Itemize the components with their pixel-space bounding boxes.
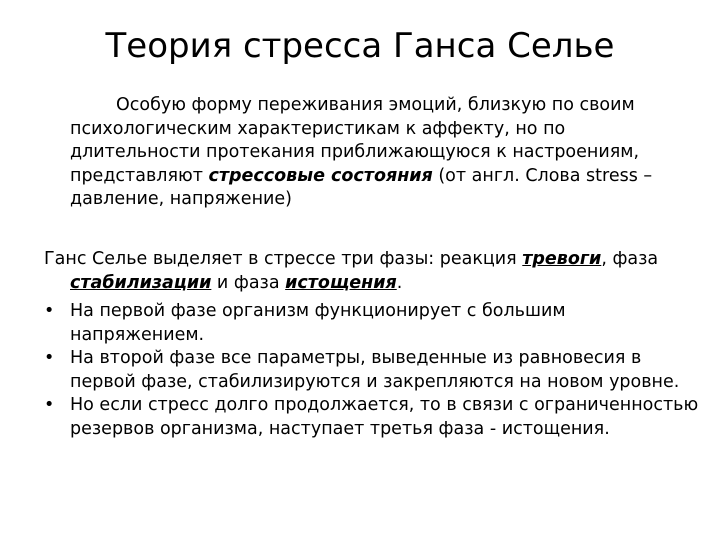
intro-text-end: (от англ. Слова stress – давление, напряжение) — [70, 165, 653, 210]
bullet-icon: • — [44, 348, 55, 369]
intro-emphasis: стрессовые состояния — [208, 165, 433, 186]
bullet-text: Но если стресс долго продолжается, то в связи с ограниченностью резервов организма, наступает третья фаза - истощения. — [70, 395, 699, 439]
phases-paragraph — [44, 248, 720, 295]
phases-end: . — [396, 272, 403, 293]
intro-paragraph — [70, 94, 685, 212]
intro-text-start: Особую форму переживания эмоций, близкую по своим психологическим характеристикам к аффекту, но по длительности протекания приближающуюся к настроениям, представляют — [70, 95, 640, 186]
phases-separator-2: и фаза — [211, 272, 286, 293]
bullet-icon: • — [44, 301, 55, 321]
bullet-item — [44, 300, 704, 347]
bullet-item — [44, 347, 704, 394]
phase-stabilization: стабилизации — [70, 272, 212, 293]
bullet-text: На второй фазе все параметры, выведенные из равновесия в первой фазе, стабилизируются и закрепляются на новом уровне. — [70, 348, 680, 392]
bullet-item — [44, 394, 704, 441]
phase-alarm: тревоги — [522, 249, 602, 269]
bullet-icon: • — [44, 395, 55, 416]
slide-title: Теория стресса Ганса Селье — [105, 26, 615, 66]
bullet-text: На первой фазе организм функционирует с большим напряжением. — [70, 301, 566, 345]
phases-text-start: Ганс Селье выделяет в стрессе три фазы: реакция — [44, 249, 523, 269]
bullet-list — [44, 300, 704, 442]
phases-separator-1: , фаза — [601, 249, 659, 269]
phase-exhaustion: истощения — [285, 272, 397, 293]
